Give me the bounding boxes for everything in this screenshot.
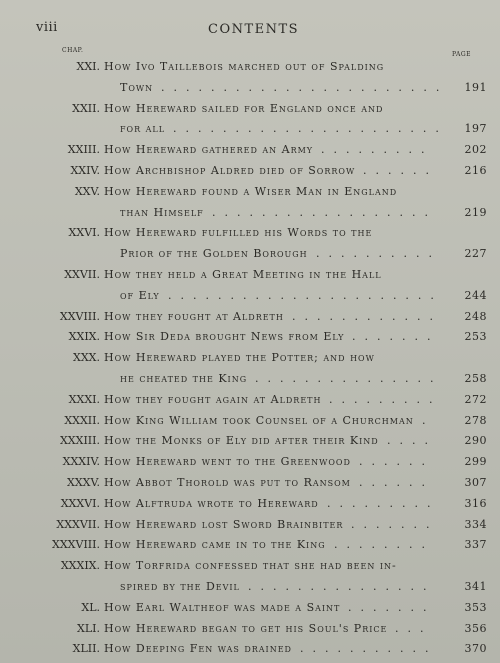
chapter-number: XL. [81,600,100,614]
chapter-title: How King William took Counsel of a Churchman [104,413,414,427]
chapter-number: XXXIII. [59,434,100,448]
toc-entry-line [0,640,500,658]
chapter-title: How the Monks of Ely did after their Kind [104,434,379,448]
toc-entry-line [0,432,500,450]
chapter-title: How Earl Waltheof was made a Saint [104,600,341,614]
chapter-number: XXVI. [68,226,100,240]
toc-entry-line [0,599,500,617]
chapter-title: than Himself [120,205,204,219]
chapter-number: XLI. [77,621,100,635]
toc-entry-line [0,120,500,138]
chapter-title: How Hereward sailed for England once and [104,101,384,115]
chapter-page-number: 334 [464,517,487,531]
chapter-title: How Alftruda wrote to Hereward [104,496,319,510]
chapter-page-number: 307 [464,476,487,489]
leader-dots: ....... [348,600,436,614]
chapter-title: he cheated the King [120,372,248,385]
page-column-label: PAGE [452,51,471,58]
toc-entry-line [0,495,500,513]
chapter-title: How Hereward came in to the King [104,538,326,552]
chapter-page-number: 197 [464,122,487,136]
leader-dots: ...................... [173,122,448,136]
leader-dots: ....... [352,330,440,344]
leader-dots: ............... [255,372,443,385]
leader-dots: .... [387,434,437,448]
leader-dots: ......... [321,143,434,157]
toc-entry-line [0,536,500,554]
toc-entry-line [0,204,500,222]
chapter-page-number: 244 [464,288,487,302]
toc-entry-line [0,58,500,76]
chapter-title: How Hereward gathered an Army [104,143,314,157]
toc-entry-line [0,370,500,388]
leader-dots: ........... [300,642,438,656]
leader-dots: ............ [292,309,442,323]
chapter-title: Town [120,80,154,94]
chapter-page-number: 248 [464,309,487,323]
toc-entry-line [0,412,500,430]
page-title: CONTENTS [208,22,300,37]
toc-entry-line [0,453,500,471]
toc-entry-line [0,349,500,367]
chapter-number: XXXIV. [62,455,100,469]
chapter-number: XXVII. [64,268,100,281]
leader-dots: ........ [334,538,434,552]
toc-entry-line [0,578,500,596]
chapter-page-number: 258 [464,372,487,385]
chapter-number: XXVIII. [59,309,100,323]
chapter-page-number: 219 [464,205,487,219]
chapter-number: XXX. [73,351,100,365]
chapter-number: XXXII. [64,413,100,427]
toc-entry-line [0,79,500,97]
chapter-title: How Hereward played the Potter; and how [104,351,375,365]
chapter-page-number: 356 [464,621,487,635]
toc-entry-line [0,328,500,346]
chapter-number: XXIV. [70,164,100,177]
chapter-column-label: CHAP. [62,47,84,54]
chapter-number: XLII. [72,642,100,656]
leader-dots: ...... [359,455,434,469]
chapter-title: of Ely [120,288,160,302]
chapter-page-number: 272 [464,392,487,406]
chapter-title: How they held a Great Meeting in the Hall [104,268,382,281]
chapter-page-number: 316 [464,496,487,510]
leader-dots: ...... [363,164,438,177]
toc-entry-line [0,100,500,118]
chapter-title: How Deeping Fen was drained [104,642,292,656]
toc-entry-line [0,266,500,284]
leader-dots: ......... [329,392,442,406]
chapter-title: How Abbot Thorold was put to Ransom [104,476,351,489]
leader-dots: ... [395,621,433,635]
chapter-title: How Torfrida confessed that she had been in- [104,559,397,573]
chapter-page-number: 353 [464,600,487,614]
chapter-title: spired by the Devil [120,580,240,593]
leader-dots: ....... [351,517,439,531]
chapter-number: XXXVIII. [52,538,100,552]
leader-dots: ...................... [168,288,443,302]
chapter-page-number: 253 [464,330,487,344]
toc-entry-line [0,224,500,242]
chapter-page-number: 370 [464,642,487,656]
chapter-page-number: 341 [464,580,487,593]
chapter-page-number: 227 [464,247,487,261]
toc-entry-line [0,183,500,201]
leader-dots: .................. [212,205,437,219]
leader-dots: ....................... [161,80,449,94]
chapter-title: for all [120,122,166,136]
toc-entry-line [0,287,500,305]
chapter-number: XXIII. [67,143,100,157]
chapter-page-number: 337 [464,538,487,552]
toc-entry-line [0,308,500,326]
chapter-title: How Hereward found a Wiser Man in England [104,184,398,198]
chapter-number: XXXV. [66,476,100,489]
chapter-title: How Sir Deda brought News from Ely [104,330,345,344]
chapter-title: How Hereward went to the Greenwood [104,455,351,469]
chapter-number: XXV. [74,184,100,198]
toc-entry-line [0,245,500,263]
chapter-title: How Hereward began to get his Soul's Price [104,621,388,635]
chapter-page-number: 202 [464,143,487,157]
chapter-title: How they fought again at Aldreth [104,392,322,406]
toc-entry-line [0,162,500,180]
toc-entry-line [0,141,500,159]
chapter-page-number: 216 [464,164,487,177]
chapter-title: How Archbishop Aldred died of Sorrow [104,164,356,177]
chapter-page-number: 191 [464,80,487,94]
chapter-number: XXXIX. [60,559,100,573]
chapter-title: How Ivo Taillebois marched out of Spalding [104,60,385,73]
leader-dots: ............... [248,580,436,593]
chapter-page-number: 299 [464,455,487,469]
chapter-number: XXXVII. [56,517,100,531]
chapter-title: How Hereward lost Sword Brainbiter [104,517,344,531]
chapter-page-number: 278 [464,413,487,427]
chapter-number: XXIX. [68,330,100,344]
chapter-number: XXI. [76,60,100,73]
toc-entry-line [0,474,500,492]
toc-entry-line [0,516,500,534]
chapter-title: How they fought at Aldreth [104,309,284,323]
chapter-title: Prior of the Golden Borough [120,247,308,261]
leader-dots: . [422,413,435,427]
chapter-page-number: 290 [464,434,487,448]
leader-dots: ...... [359,476,434,489]
leader-dots: ......... [327,496,440,510]
page-number: viii [36,20,58,35]
chapter-number: XXII. [72,101,100,115]
chapter-number: XXXVI. [60,496,100,510]
toc-entry-line [0,391,500,409]
toc-entry-line [0,557,500,575]
chapter-number: XXXI. [68,392,100,406]
chapter-title: How Hereward fulfilled his Words to the [104,226,373,240]
leader-dots: .......... [316,247,441,261]
toc-entry-line [0,620,500,638]
